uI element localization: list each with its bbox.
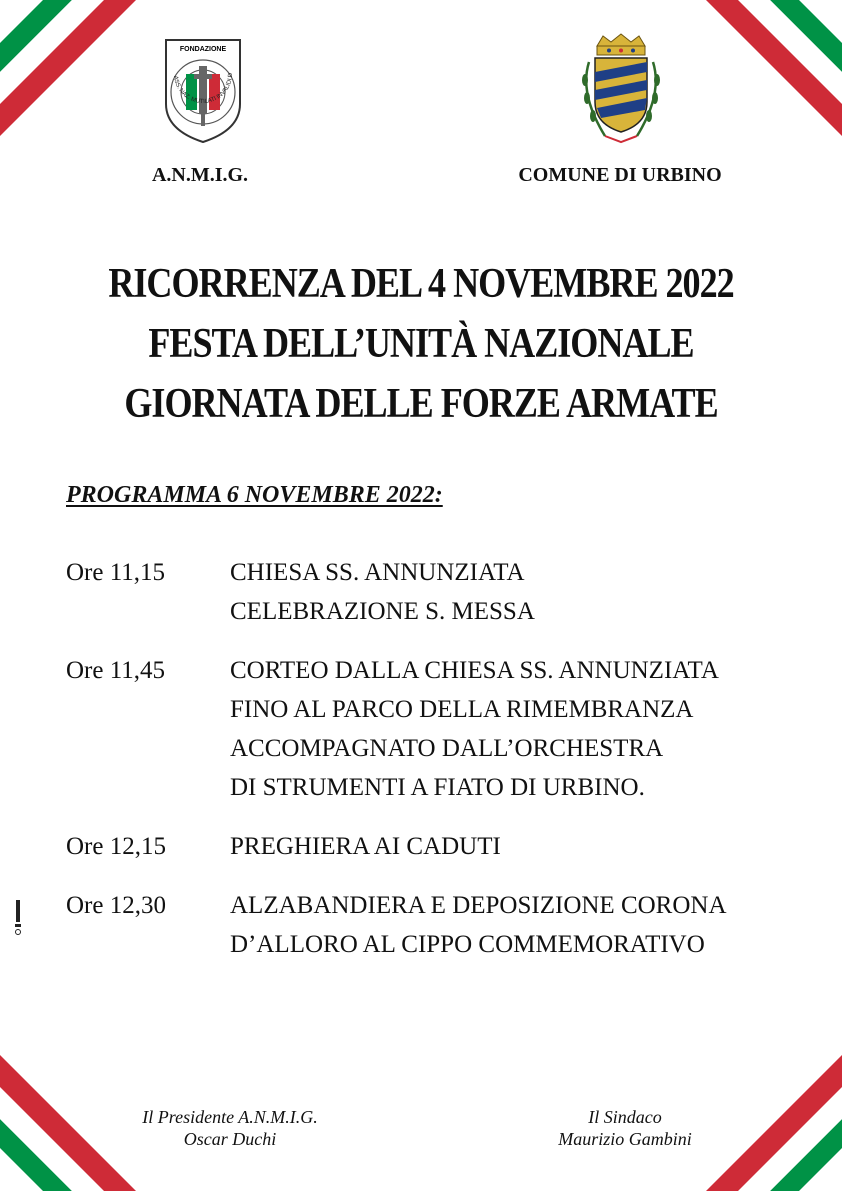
urbino-org-label: COMUNE DI URBINO bbox=[518, 164, 722, 186]
schedule-line: D’ALLORO AL CIPPO COMMEMORATIVO bbox=[230, 931, 705, 958]
schedule-line: CHIESA SS. ANNUNZIATA bbox=[230, 559, 525, 586]
program-title: PROGRAMMA 6 NOVEMBRE 2022: bbox=[66, 482, 443, 508]
anmig-org-label: A.N.M.I.G. bbox=[151, 164, 249, 186]
schedule-item bbox=[66, 827, 796, 866]
schedule-time: Ore 12,30 bbox=[66, 892, 166, 919]
tricolor-ribbon-top-right-icon bbox=[702, 0, 842, 140]
headline-line-1: RICORRENZA DEL 4 NOVEMBRE 2022 bbox=[108, 261, 734, 307]
signature-mayor-name: Maurizio Gambini bbox=[558, 1129, 692, 1149]
schedule-time: Ore 11,15 bbox=[66, 559, 166, 586]
schedule-line: PREGHIERA AI CADUTI bbox=[230, 833, 501, 860]
anmig-logo-ring-text: ASS. NAZ. MUTILATI INVALIDI D bbox=[172, 72, 235, 106]
printer-mark-icon bbox=[14, 900, 22, 936]
signature-mayor-role: Il Sindaco bbox=[588, 1107, 662, 1127]
schedule-item bbox=[66, 553, 796, 631]
tricolor-ribbon-top-left-icon bbox=[0, 0, 140, 140]
headline bbox=[59, 254, 783, 434]
program-schedule bbox=[66, 553, 796, 984]
headline-line-2: FESTA DELL’UNITÀ NAZIONALE bbox=[148, 321, 694, 367]
schedule-line: CELEBRAZIONE S. MESSA bbox=[230, 598, 535, 625]
signature-president-role: Il Presidente A.N.M.I.G. bbox=[142, 1107, 318, 1127]
anmig-shield-logo-icon bbox=[160, 34, 246, 146]
headline-line-3: GIORNATA DELLE FORZE ARMATE bbox=[124, 381, 718, 427]
signature-president-name: Oscar Duchi bbox=[183, 1129, 277, 1149]
schedule-line: FINO AL PARCO DELLA RIMEMBRANZA bbox=[230, 696, 694, 723]
schedule-line: CORTEO DALLA CHIESA SS. ANNUNZIATA bbox=[230, 657, 719, 684]
schedule-time: Ore 12,15 bbox=[66, 833, 166, 860]
anmig-logo-top-text: FONDAZIONE bbox=[179, 46, 227, 53]
schedule-time: Ore 11,45 bbox=[66, 657, 166, 684]
schedule-item bbox=[66, 651, 796, 807]
urbino-coat-of-arms-icon bbox=[575, 32, 667, 150]
schedule-line: DI STRUMENTI A FIATO DI URBINO. bbox=[230, 774, 645, 801]
signature-mayor bbox=[520, 1106, 730, 1150]
signature-president bbox=[110, 1106, 350, 1150]
schedule-line: ALZABANDIERA E DEPOSIZIONE CORONA bbox=[230, 892, 727, 919]
schedule-item bbox=[66, 886, 796, 964]
schedule-line: ACCOMPAGNATO DALL’ORCHESTRA bbox=[230, 735, 664, 762]
